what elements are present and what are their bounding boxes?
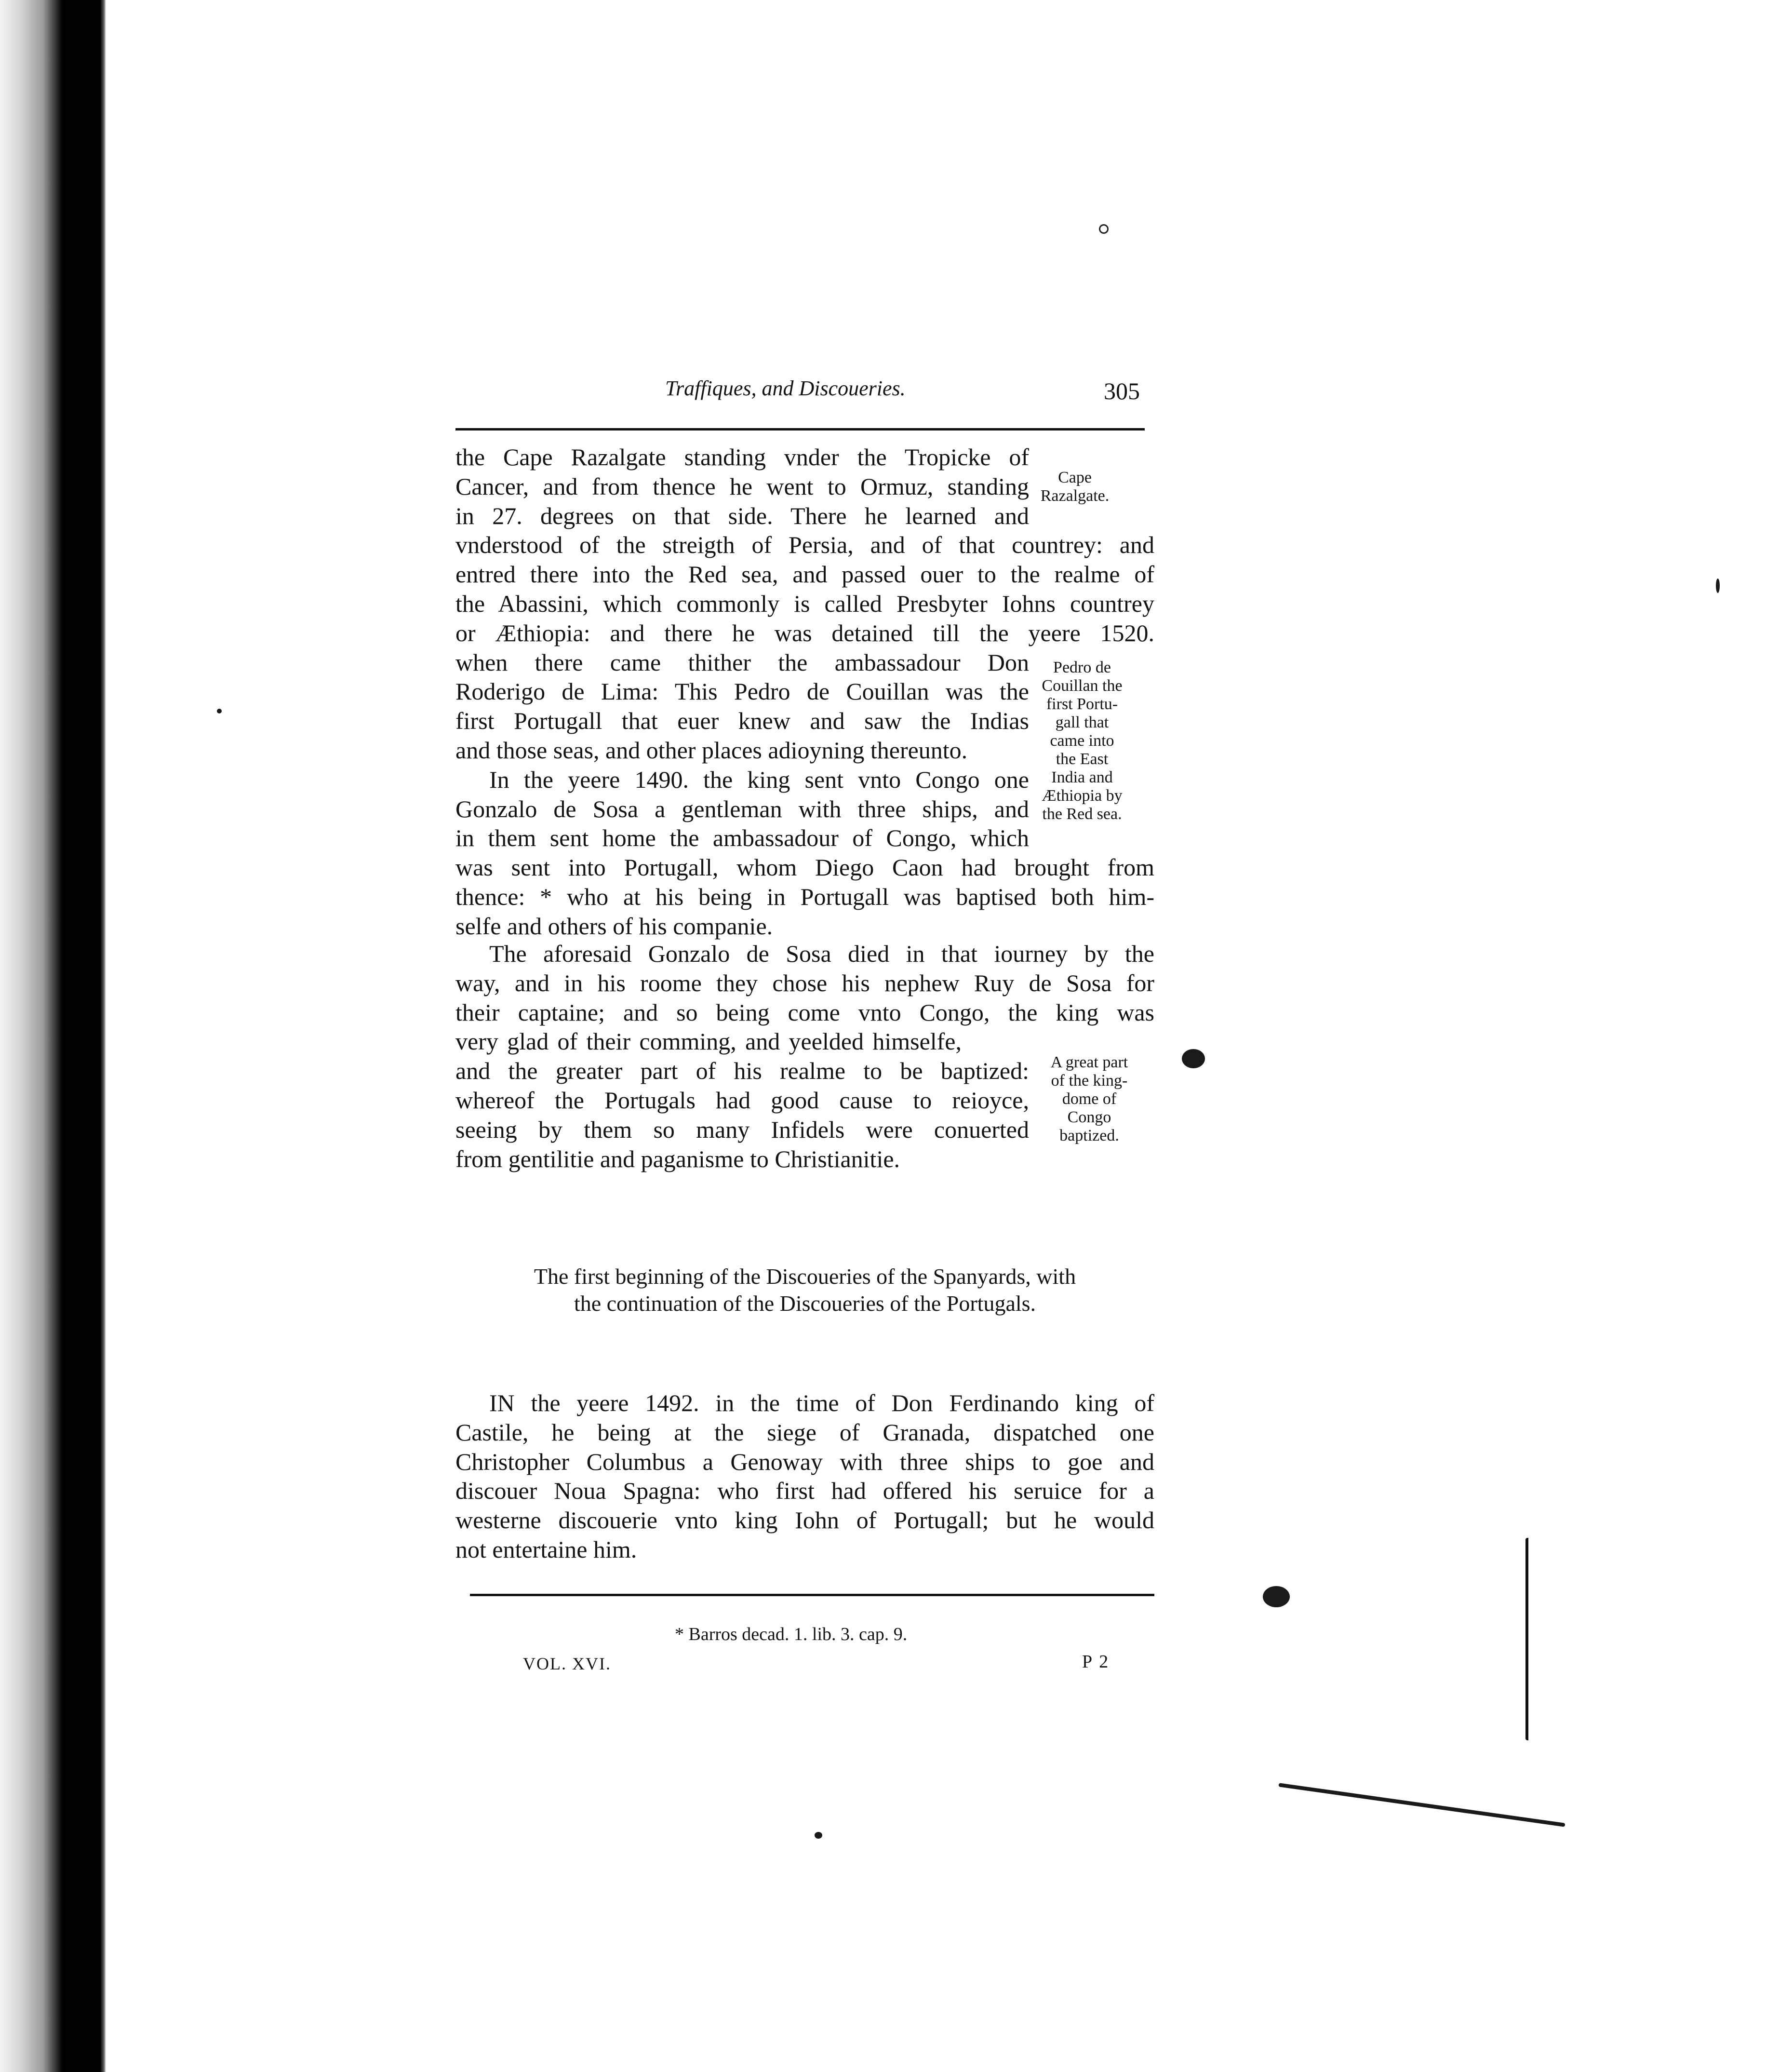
text-line: in 27. degrees on that side. There he learned and <box>455 502 1029 529</box>
margin-note-line: of the king- <box>1051 1072 1128 1090</box>
text-line: selfe and others of his companie. <box>455 912 773 940</box>
margin-note-line: gall that <box>1055 713 1109 731</box>
text-line: Roderigo de Lima: This Pedro de Couillan was the <box>455 678 1029 705</box>
margin-note-line: India and <box>1051 768 1113 786</box>
volume-label: VOL. XVI. <box>523 1654 611 1673</box>
text-line: thence: * who at his being in Portugall was baptised both him- <box>455 883 1154 910</box>
text-line: seeing by them so many Infidels were conuerted <box>455 1116 1029 1143</box>
text-line: their captaine; and so being come vnto Congo, the king was <box>455 998 1154 1026</box>
text-line: first Portugall that euer knew and saw the Indias <box>455 707 1029 735</box>
section-heading-line: the continuation of the Discoueries of the Portugals. <box>574 1291 1036 1316</box>
margin-note-cape-razalgate <box>1027 469 1123 505</box>
text-line: Gonzalo de Sosa a gentleman with three ships, and <box>455 795 1029 822</box>
scan-speck <box>815 1832 822 1839</box>
signature-mark: P 2 <box>1082 1652 1110 1672</box>
section-heading-line: The first beginning of the Discoueries of the Spanyards, with <box>534 1264 1076 1289</box>
margin-note-congo-baptized <box>1031 1053 1147 1145</box>
scan-speck <box>217 709 222 713</box>
text-line: Christopher Columbus a Genoway with three ships to goe and <box>455 1448 1154 1475</box>
margin-note-line: Pedro de <box>1053 659 1111 676</box>
text-line: In the yeere 1490. the king sent vnto Congo one <box>489 766 1029 793</box>
text-line: way, and in his roome they chose his nephew Ruy de Sosa for <box>455 969 1154 996</box>
scan-scratch <box>1525 1538 1532 1740</box>
text-line: the Abassini, which commonly is called Presbyter Iohns countrey <box>455 590 1154 617</box>
text-line: Castile, he being at the siege of Granada, dispatched one <box>455 1418 1154 1446</box>
text-line: whereof the Portugals had good cause to reioyce, <box>455 1086 1029 1114</box>
text-line: IN the yeere 1492. in the time of Don Ferdinando king of <box>489 1389 1154 1416</box>
margin-note-line: baptized. <box>1059 1127 1119 1144</box>
margin-note-line: came into <box>1050 732 1114 750</box>
text-line: in them sent home the ambassadour of Congo, which <box>455 824 1029 852</box>
margin-note-pedro-de-couillan <box>1024 659 1140 823</box>
margin-note-line: dome of <box>1062 1090 1117 1108</box>
text-line: was sent into Portugall, whom Diego Caon had brought from <box>455 854 1154 881</box>
footnote: * Barros decad. 1. lib. 3. cap. 9. <box>675 1624 908 1644</box>
text-line: not entertaine him. <box>455 1535 637 1563</box>
text-line: the Cape Razalgate standing vnder the Tropicke of <box>455 444 1029 471</box>
margin-note-line: the East <box>1056 750 1109 768</box>
margin-note-line: Æthiopia by <box>1042 787 1123 805</box>
scan-speck <box>1099 224 1109 234</box>
text-line: entred there into the Red sea, and passed ouer to the realme of <box>455 561 1154 588</box>
text-line: westerne discouerie vnto king Iohn of Portugall; but he would <box>455 1507 1154 1534</box>
page-number: 305 <box>1104 377 1140 404</box>
footnote-rule <box>470 1594 1154 1596</box>
text-line: when there came thither the ambassadour Don <box>455 648 1029 676</box>
scan-speck <box>1263 1586 1290 1607</box>
running-head: Traffiques, and Discoueries. <box>665 377 906 400</box>
scan-scratch <box>1278 1783 1565 1827</box>
margin-note-line: A great part <box>1050 1053 1128 1071</box>
text-line: Cancer, and from thence he went to Ormuz, standing <box>455 472 1029 500</box>
margin-note-line: Couillan the <box>1042 677 1123 695</box>
margin-note-line: first Portu- <box>1046 695 1118 713</box>
section-heading <box>455 1263 1154 1317</box>
margin-note-line: Cape <box>1058 469 1092 486</box>
margin-note-line: Razalgate. <box>1040 487 1110 505</box>
text-line: from gentilitie and paganisme to Christianitie. <box>455 1145 900 1172</box>
margin-note-line: Congo <box>1067 1108 1111 1126</box>
text-line: discouer Noua Spagna: who first had offered his seruice for a <box>455 1477 1154 1505</box>
scan-speck <box>1182 1049 1205 1068</box>
text-line: and those seas, and other places adioyning thereunto. <box>455 736 968 764</box>
text-line: The aforesaid Gonzalo de Sosa died in that iourney by the <box>489 940 1154 967</box>
text-line: or Æthiopia: and there he was detained till the yeere 1520. <box>455 619 1154 646</box>
paragraph-columbus <box>455 1388 1154 1564</box>
scan-speck <box>1716 579 1720 593</box>
header-rule <box>455 428 1145 431</box>
text-line: and the greater part of his realme to be baptized: <box>455 1057 1029 1085</box>
text-line: very glad of their comming, and yeelded himselfe, <box>455 1028 962 1055</box>
text-line: vnderstood of the streigth of Persia, and of that countrey: and <box>455 531 1154 559</box>
margin-note-line: the Red sea. <box>1042 805 1122 823</box>
